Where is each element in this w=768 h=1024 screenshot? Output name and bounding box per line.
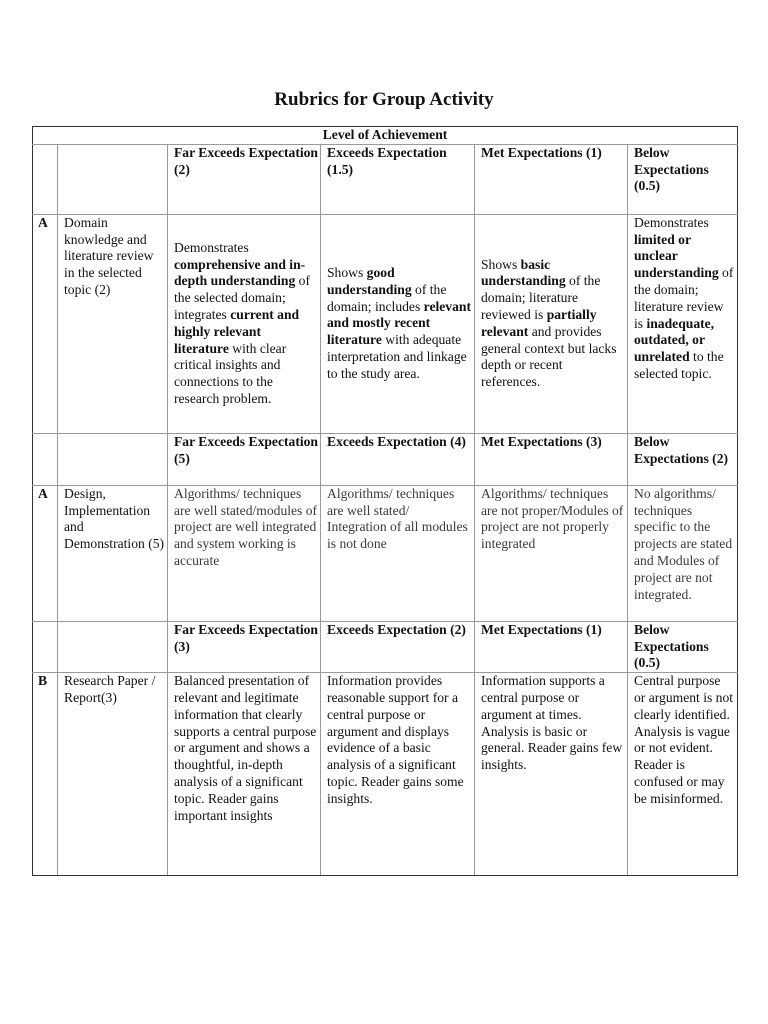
section-2-criterion-row xyxy=(33,485,738,621)
rubric-table xyxy=(32,126,738,876)
level-header-far-exceeds: Far Exceeds Expectation (2) xyxy=(168,144,321,214)
level-header-exceeds: Exceeds Expectation (4) xyxy=(321,433,475,485)
descriptor-met: Information supports a central purpose or argument at times. Analysis is basic or general. Reader gains few insights. xyxy=(475,673,628,876)
descriptor-far-exceeds: Algorithms/ techniques are well stated/modules of project are well integrated and system working is accurate xyxy=(168,485,321,621)
emphasized-text: good understanding xyxy=(327,265,412,297)
emphasized-text: partially relevant xyxy=(481,307,597,339)
descriptor-text: Shows xyxy=(481,256,521,272)
descriptor-text: with clear critical insights and connections to the research problem. xyxy=(174,340,287,406)
emphasized-text: inadequate, outdated, or unrelated xyxy=(634,315,715,365)
level-header-below: Below Expectations (2) xyxy=(628,433,738,485)
section-3-header-row xyxy=(33,621,738,672)
level-header-row xyxy=(33,127,738,145)
section-1-header-row xyxy=(33,144,738,214)
descriptor-exceeds xyxy=(321,214,475,433)
empty-cell xyxy=(58,144,168,214)
empty-cell xyxy=(58,621,168,672)
descriptor-met xyxy=(475,214,628,433)
section-2-header-row xyxy=(33,433,738,485)
emphasized-text: relevant and mostly recent literature xyxy=(327,298,471,348)
descriptor-below: Central purpose or argument is not clearly identified. Analysis is vague or not evident. Reader is confused or may be misinformed. xyxy=(628,673,738,876)
descriptor-met: Algorithms/ techniques are not proper/Modules of project are not properly integrated xyxy=(475,485,628,621)
criterion-letter: A xyxy=(33,214,58,433)
level-header-met: Met Expectations (1) xyxy=(475,621,628,672)
level-header-below: Below Expectations (0.5) xyxy=(628,144,738,214)
descriptor-far-exceeds xyxy=(168,214,321,433)
descriptor-below: No algorithms/ techniques specific to the projects are stated and Modules of project are not integrated. xyxy=(628,485,738,621)
descriptor-exceeds: Algorithms/ techniques are well stated/ Integration of all modules is not done xyxy=(321,485,475,621)
descriptor-text: of the domain; literature reviewed is xyxy=(481,273,601,322)
section-1-criterion-row xyxy=(33,214,738,433)
level-header-below: Below Expectations (0.5) xyxy=(628,621,738,672)
section-3-criterion-row xyxy=(33,673,738,876)
level-header-met: Met Expectations (1) xyxy=(475,144,628,214)
level-header-far-exceeds: Far Exceeds Expectation (3) xyxy=(168,621,321,672)
criterion-label: Research Paper / Report(3) xyxy=(58,673,168,876)
descriptor-text: and provides general context but lacks depth or recent references. xyxy=(481,323,617,390)
page-title: Rubrics for Group Activity xyxy=(274,89,494,110)
criterion-label: Design, Implementation and Demonstration (5) xyxy=(58,485,168,621)
descriptor-far-exceeds: Balanced presentation of relevant and legitimate information that clearly supports a central purpose or argument and shows a thoughtful, in-depth analysis of a significant topic. Reader gains important insights xyxy=(168,673,321,876)
level-header-far-exceeds: Far Exceeds Expectation (5) xyxy=(168,433,321,485)
emphasized-text: current and highly relevant literature xyxy=(174,307,300,356)
emphasized-text: comprehensive and in-depth understanding xyxy=(174,256,306,289)
descriptor-text: of the domain; includes xyxy=(327,281,447,314)
empty-cell xyxy=(58,433,168,485)
descriptor-text: with adequate interpretation and linkage to the study area. xyxy=(327,332,467,381)
criterion-label: Domain knowledge and literature review in the selected topic (2) xyxy=(58,214,168,433)
descriptor-exceeds: Information provides reasonable support for a central purpose or argument and displays evidence of a basic analysis of a significant topic. Reader gains some insights. xyxy=(321,673,475,876)
level-header-met: Met Expectations (3) xyxy=(475,433,628,485)
descriptor-text: of the domain; literature review is xyxy=(634,265,734,331)
emphasized-text: limited or unclear understanding xyxy=(634,231,719,281)
empty-cell xyxy=(33,621,58,672)
descriptor-text: Shows xyxy=(327,265,367,280)
descriptor-text: to the selected topic. xyxy=(634,349,724,381)
descriptor-text: Demonstrates xyxy=(174,239,249,255)
empty-cell xyxy=(33,433,58,485)
criterion-letter: B xyxy=(33,673,58,876)
level-of-achievement-header: Level of Achievement xyxy=(33,127,738,145)
descriptor-text: of the selected domain; integrates xyxy=(174,273,310,322)
descriptor-text: Demonstrates xyxy=(634,214,709,230)
emphasized-text: basic understanding xyxy=(481,256,566,289)
criterion-letter: A xyxy=(33,485,58,621)
level-header-exceeds: Exceeds Expectation (2) xyxy=(321,621,475,672)
empty-cell xyxy=(33,144,58,214)
descriptor-below xyxy=(628,214,738,433)
level-header-exceeds: Exceeds Expectation (1.5) xyxy=(321,144,475,214)
